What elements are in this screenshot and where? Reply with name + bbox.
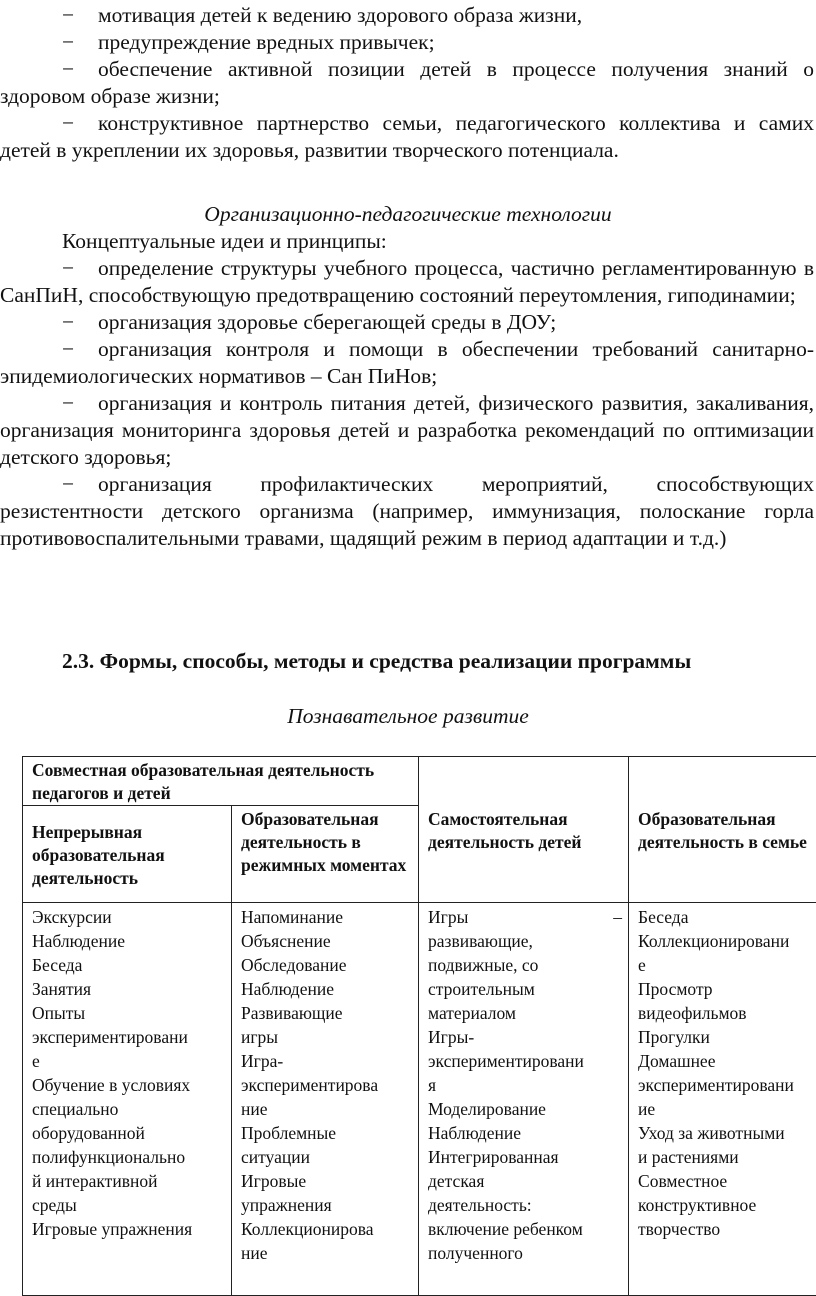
intro-bullet-3: − обеспечение активной позиции детей в процессе получения знаний о здоровом образе жизни;	[0, 56, 816, 110]
org-bullet-1: − определение структуры учебного процесса, частично регламентированную в СанПиН, способствующую предотвращению состояний переутомления, гиподинамии;	[0, 255, 816, 309]
list-item: конструктивное	[638, 1193, 816, 1217]
list-item: Игры-	[428, 1025, 622, 1049]
list-item: Прогулки	[638, 1025, 816, 1049]
list-item: материалом	[428, 1001, 622, 1025]
list-item: ситуации	[241, 1145, 412, 1169]
list-item: е	[638, 953, 816, 977]
list-item: полифункционально	[32, 1145, 225, 1169]
org-tech-heading: Организационно-педагогические технологии	[0, 201, 816, 228]
list-item: экспериментировани	[428, 1049, 622, 1073]
group-header-cell: Совместная образовательная деятельность педагогов и детей	[23, 757, 419, 806]
list-item: Уход за животными	[638, 1121, 816, 1145]
list-item: е	[32, 1049, 225, 1073]
list-item: экспериментировани	[32, 1025, 225, 1049]
list-item: й интерактивной	[32, 1169, 225, 1193]
list-item: строительным	[428, 977, 622, 1001]
table-header-row	[23, 757, 816, 806]
list-item: специально	[32, 1097, 225, 1121]
list-item: развивающие,	[428, 929, 622, 953]
table-body-row	[23, 903, 816, 1296]
list-item: Игровые	[241, 1169, 412, 1193]
list-item: Проблемные	[241, 1121, 412, 1145]
list-item: и растениями	[638, 1145, 816, 1169]
list-item: Совместное	[638, 1169, 816, 1193]
col2-header-cell: Образовательная деятельность в режимных моментах	[232, 806, 419, 903]
list-item: я	[428, 1073, 622, 1097]
list-item: Экскурсии	[32, 905, 225, 929]
list-item: Игровые упражнения	[32, 1217, 225, 1241]
org-bullet-2: − организация здоровье сберегающей среды в ДОУ;	[0, 309, 816, 336]
dash-marker: −	[62, 56, 98, 83]
col1-body-cell	[23, 903, 232, 1296]
list-item: Игра-	[241, 1049, 412, 1073]
col3-header-cell: Самостоятельная деятельность детей	[419, 757, 629, 903]
intro-bullet-1: − мотивация детей к ведению здорового образа жизни,	[0, 2, 816, 29]
section-heading: 2.3. Формы, способы, методы и средства реализации программы	[62, 648, 816, 675]
list-item: Обучение в условиях	[32, 1073, 225, 1097]
dash-marker: −	[62, 336, 98, 363]
list-item: Беседа	[32, 953, 225, 977]
list-item: Коллекционировани	[638, 929, 816, 953]
dash-marker: −	[62, 29, 98, 56]
list-item: Наблюдение	[428, 1121, 622, 1145]
dash-marker: −	[62, 2, 98, 29]
list-item: ие	[638, 1097, 816, 1121]
list-item: оборудованной	[32, 1121, 225, 1145]
list-item: игры	[241, 1025, 412, 1049]
list-item: Занятия	[32, 977, 225, 1001]
list-item: Опыты	[32, 1001, 225, 1025]
list-item: полученного	[428, 1241, 622, 1265]
list-item: Наблюдение	[241, 977, 412, 1001]
col2-body-cell	[232, 903, 419, 1296]
list-item: Объяснение	[241, 929, 412, 953]
intro-bullet-2: − предупреждение вредных привычек;	[0, 29, 816, 56]
dash-marker: −	[62, 110, 98, 137]
list-item-dash: –	[613, 905, 622, 929]
dash-marker: −	[62, 309, 98, 336]
list-item: Моделирование	[428, 1097, 622, 1121]
org-bullet-5: − организация профилактических мероприятий, способствующих резистентности детского организма (например, иммунизация, полоскание горла противовоспалительными травами, щадящий режим в период адаптации и т.д.)	[0, 471, 816, 552]
list-item: детская	[428, 1169, 622, 1193]
list-item: ние	[241, 1241, 412, 1265]
program-forms-table	[22, 756, 816, 1296]
concept-label: Концептуальные идеи и принципы:	[0, 228, 816, 255]
list-item-text: Игры	[428, 905, 468, 929]
col4-body-cell	[629, 903, 816, 1296]
dash-marker: −	[62, 471, 98, 498]
org-bullet-list	[0, 228, 816, 552]
list-item: среды	[32, 1193, 225, 1217]
col3-body-cell	[419, 903, 629, 1296]
org-bullet-4: − организация и контроль питания детей, физического развития, закаливания, организация мониторинга здоровья детей и разработка рекомендаций по оптимизации детского здоровья;	[0, 390, 816, 471]
list-item: упражнения	[241, 1193, 412, 1217]
subsection-heading: Познавательное развитие	[0, 703, 816, 730]
list-item: экспериментировани	[638, 1073, 816, 1097]
list-item: Интегрированная	[428, 1145, 622, 1169]
list-item: творчество	[638, 1217, 816, 1241]
list-item: экспериментирова	[241, 1073, 412, 1097]
org-bullet-3: − организация контроля и помощи в обеспечении требований санитарно-эпидемиологических нормативов – Сан ПиНов;	[0, 336, 816, 390]
list-item: видеофильмов	[638, 1001, 816, 1025]
list-item: подвижные, со	[428, 953, 622, 977]
list-item	[428, 905, 622, 929]
list-item: Наблюдение	[32, 929, 225, 953]
list-item: Напоминание	[241, 905, 412, 929]
col4-header-cell: Образовательная деятельность в семье	[629, 757, 816, 903]
list-item: Беседа	[638, 905, 816, 929]
list-item: Коллекционирова	[241, 1217, 412, 1241]
intro-bullet-4: − конструктивное партнерство семьи, педагогического коллектива и самих детей в укреплении их здоровья, развитии творческого потенциала.	[0, 110, 816, 164]
col1-header-cell: Непрерывная образовательная деятельность	[23, 806, 232, 903]
list-item: Обследование	[241, 953, 412, 977]
list-item: Домашнее	[638, 1049, 816, 1073]
list-item: ние	[241, 1097, 412, 1121]
list-item: включение ребенком	[428, 1217, 622, 1241]
list-item: Развивающие	[241, 1001, 412, 1025]
intro-bullet-list	[0, 2, 816, 164]
dash-marker: −	[62, 255, 98, 282]
list-item: деятельность:	[428, 1193, 622, 1217]
list-item: Просмотр	[638, 977, 816, 1001]
dash-marker: −	[62, 390, 98, 417]
